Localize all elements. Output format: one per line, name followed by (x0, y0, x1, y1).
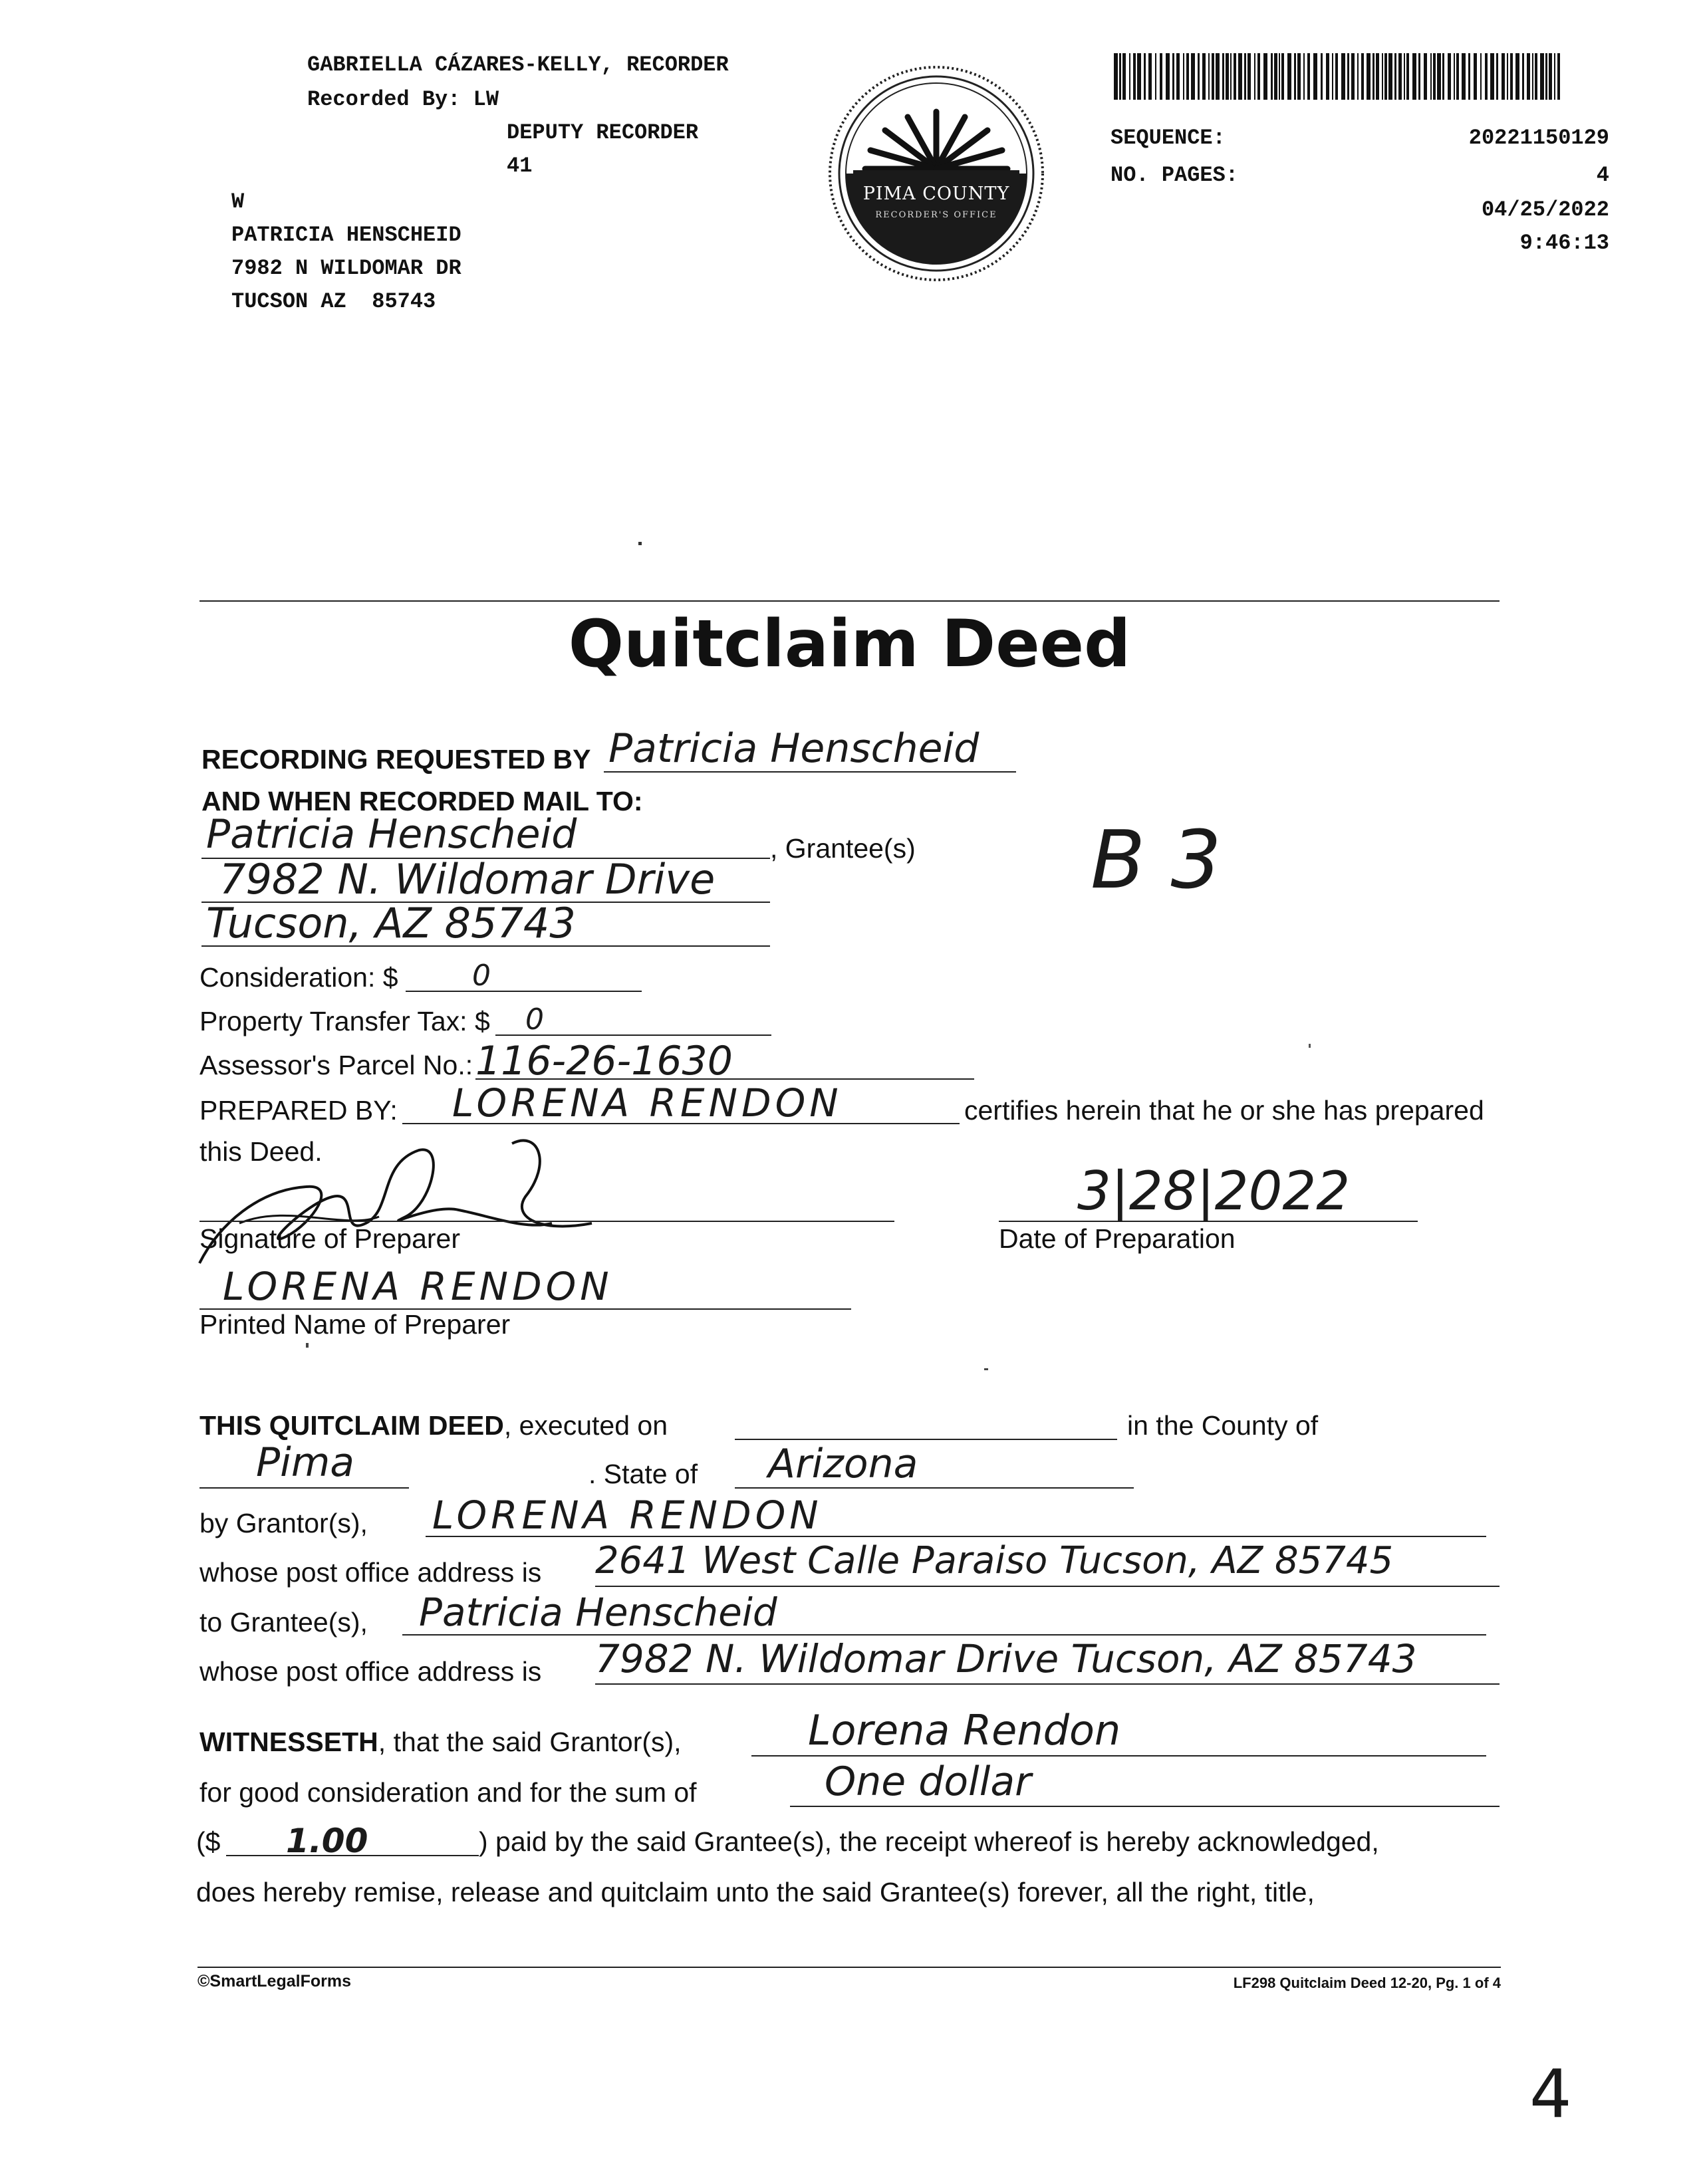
barcode-bar (1257, 53, 1260, 100)
certifies-text: certifies herein that he or she has prepared (964, 1095, 1484, 1126)
barcode-bar (1351, 53, 1355, 100)
grantee-value: Patricia Henscheid (419, 1590, 777, 1635)
barcode-bar (1406, 53, 1409, 100)
state-value: Arizona (768, 1441, 918, 1487)
pages-label: NO. PAGES: (1111, 163, 1239, 187)
barcode-bar (1216, 53, 1220, 100)
barcode-bar (1129, 53, 1130, 100)
state-label: . State of (589, 1459, 698, 1489)
county-seal (827, 64, 1046, 283)
barcode-bar (1238, 53, 1242, 100)
grantor-label: by Grantor(s), (199, 1508, 368, 1538)
barcode-bar (1515, 53, 1519, 100)
barcode-bar (1186, 53, 1189, 100)
barcode-bar (1307, 53, 1310, 100)
parcel-value: 116-26-1630 (475, 1038, 733, 1084)
barcode-bar (1496, 53, 1498, 100)
record-date: 04/25/2022 (1481, 197, 1609, 222)
recording-requested-value: Patricia Henscheid (608, 725, 980, 772)
transfer-tax-label: Property Transfer Tax: $ (199, 1006, 490, 1036)
scan-speck (306, 1343, 309, 1348)
barcode-bar (1160, 53, 1162, 100)
witnesseth-value: Lorena Rendon (808, 1706, 1121, 1755)
barcode-bar (1540, 53, 1544, 100)
witnesseth-text: , that the said Grantor(s), (378, 1727, 682, 1757)
barcode-bar (1384, 53, 1387, 100)
witnesseth-line (199, 1729, 682, 1756)
barcode-bar (1202, 53, 1206, 100)
barcode-bar (1191, 53, 1195, 100)
barcode-bar (1454, 53, 1455, 100)
seal-graphic (827, 64, 1046, 283)
barcode-bar (1294, 53, 1296, 100)
barcode-bar (1554, 53, 1555, 100)
barcode-bar (1382, 53, 1383, 100)
barcode-bar (1490, 53, 1494, 100)
footer-brand: ©SmartLegalForms (197, 1972, 351, 1991)
this-deed-text: this Deed. (199, 1136, 323, 1167)
barcode-bar (1357, 53, 1359, 100)
consideration-line (406, 991, 642, 992)
barcode (1114, 53, 1563, 100)
mail-street-value: 7982 N. Wildomar Drive (219, 855, 716, 904)
date-prep-label: Date of Preparation (999, 1223, 1236, 1254)
barcode-bar (1332, 53, 1333, 100)
barcode-bar (1462, 53, 1466, 100)
witnesseth-grantor-line (751, 1755, 1486, 1757)
sequence-label: SEQUENCE: (1111, 126, 1226, 150)
barcode-bar (1418, 53, 1420, 100)
barcode-bar (1373, 53, 1374, 100)
sequence-value: 20221150129 (1468, 126, 1609, 150)
deputy-number: 41 (507, 154, 533, 178)
barcode-bar (1313, 53, 1317, 100)
barcode-bar (1303, 53, 1305, 100)
barcode-bar (1281, 53, 1284, 100)
recording-requested-label: RECORDING REQUESTED BY (201, 744, 591, 775)
barcode-bar (1430, 53, 1432, 100)
barcode-bar (1172, 53, 1174, 100)
parcel-label: Assessor's Parcel No.: (199, 1050, 473, 1080)
barcode-bar (1347, 53, 1349, 100)
deed-title: Quitclaim Deed (568, 606, 1131, 682)
transfer-tax-value: 0 (525, 1003, 544, 1036)
grantor-address-label: whose post office address is (199, 1557, 542, 1588)
barcode-bar (1287, 53, 1291, 100)
return-name: PATRICIA HENSCHEID (231, 223, 461, 247)
scan-speck (984, 1368, 988, 1370)
barcode-bar (1341, 53, 1345, 100)
barcode-bar (1254, 53, 1255, 100)
state-line (735, 1487, 1134, 1489)
recorded-by: Recorded By: LW (307, 87, 499, 112)
barcode-bar (1522, 53, 1524, 100)
grantee-address-label: whose post office address is (199, 1656, 542, 1687)
barcode-bar (1297, 53, 1301, 100)
barcode-bar (1456, 53, 1459, 100)
barcode-bar (1335, 53, 1338, 100)
barcode-bar (1119, 53, 1121, 100)
sum-line (790, 1806, 1500, 1807)
prepared-by-label: PREPARED BY: (199, 1095, 398, 1126)
barcode-bar (1234, 53, 1236, 100)
barcode-bar (1247, 53, 1251, 100)
barcode-bar (1122, 53, 1126, 100)
barcode-bar (1208, 53, 1210, 100)
barcode-bar (1166, 53, 1170, 100)
seal-subtext: RECORDER'S OFFICE (875, 210, 997, 220)
barcode-bar (1144, 53, 1146, 100)
barcode-bar (1230, 53, 1232, 100)
mail-to-label: AND WHEN RECORDED MAIL TO: (201, 786, 643, 816)
amount-prefix: ($ (196, 1826, 221, 1857)
record-time: 9:46:13 (1519, 231, 1609, 255)
grantee-label-body: to Grantee(s), (199, 1607, 368, 1638)
consideration-label: Consideration: $ (199, 962, 398, 993)
grantee-label: , Grantee(s) (770, 833, 916, 864)
return-street: 7982 N WILDOMAR DR (231, 256, 461, 281)
barcode-bar (1176, 53, 1180, 100)
barcode-bar (1137, 53, 1141, 100)
amount-value: 1.00 (286, 1822, 368, 1860)
barcode-bar (1226, 53, 1229, 100)
barcode-bar (1271, 53, 1273, 100)
scan-speck (638, 542, 642, 545)
deputy-title: DEPUTY RECORDER (507, 120, 699, 145)
barcode-bar (1468, 53, 1470, 100)
barcode-bar (1183, 53, 1184, 100)
barcode-bar (1480, 53, 1482, 100)
barcode-bar (1263, 53, 1267, 100)
executed-line (199, 1412, 668, 1439)
barcode-bar (1535, 53, 1537, 100)
barcode-bar (1474, 53, 1477, 100)
barcode-bar (1557, 53, 1560, 100)
date-prep-value: 3|28|2022 (1077, 1160, 1351, 1222)
printed-name-value: LORENA RENDON (223, 1264, 613, 1309)
barcode-bar (1412, 53, 1416, 100)
footer-form-id: LF298 Quitclaim Deed 12-20, Pg. 1 of 4 (1233, 1975, 1501, 1991)
barcode-bar (1274, 53, 1277, 100)
county-text: in the County of (1127, 1410, 1319, 1441)
footer-rule (197, 1967, 1501, 1968)
barcode-bar (1502, 53, 1505, 100)
grantor-address-value: 2641 West Calle Paraiso Tucson, AZ 85745 (595, 1539, 1394, 1582)
barcode-bar (1114, 53, 1118, 100)
executed-label: THIS QUITCLAIM DEED (199, 1410, 504, 1441)
barcode-bar (1148, 53, 1152, 100)
grantor-value: LORENA RENDON (432, 1493, 823, 1538)
printed-name-label: Printed Name of Preparer (199, 1309, 511, 1340)
barcode-bar (1321, 53, 1323, 100)
barcode-bar (1532, 53, 1533, 100)
barcode-bar (1326, 53, 1329, 100)
county-line (199, 1487, 409, 1489)
barcode-bar (1527, 53, 1530, 100)
mail-city-value: Tucson, AZ 85743 (206, 899, 576, 947)
barcode-bar (1433, 53, 1436, 100)
margin-note: B 3 (1091, 814, 1222, 907)
title-rule (199, 600, 1500, 602)
county-value: Pima (256, 1439, 355, 1486)
barcode-bar (1198, 53, 1200, 100)
barcode-bar (1549, 53, 1552, 100)
grantor-address-line (595, 1586, 1500, 1587)
recorder-name: GABRIELLA CÁZARES-KELLY, RECORDER (307, 53, 729, 77)
body-last-line: does hereby remise, release and quitclaim unto the said Grantee(s) forever, all the right, title, (196, 1877, 1315, 1907)
consideration-value: 0 (472, 959, 491, 993)
barcode-bar (1133, 53, 1136, 100)
grantee-address-value: 7982 N. Wildomar Drive Tucson, AZ 85743 (595, 1636, 1417, 1681)
executed-date-line (735, 1439, 1117, 1440)
barcode-bar (1404, 53, 1405, 100)
barcode-bar (1376, 53, 1379, 100)
barcode-bar (1222, 53, 1224, 100)
barcode-bar (1361, 53, 1364, 100)
barcode-bar (1424, 53, 1427, 100)
signature-line (199, 1221, 894, 1222)
witnesseth-label: WITNESSETH (199, 1727, 378, 1757)
barcode-bar (1442, 53, 1444, 100)
barcode-bar (1394, 53, 1396, 100)
scan-speck (1309, 1044, 1311, 1048)
executed-text: , executed on (503, 1410, 668, 1441)
sum-label: for good consideration and for the sum of (199, 1777, 697, 1808)
barcode-bar (1155, 53, 1156, 100)
barcode-bar (1398, 53, 1402, 100)
amount-suffix: ) paid by the said Grantee(s), the receipt whereof is hereby acknowledged, (479, 1826, 1379, 1857)
mail-flag: W (231, 189, 245, 214)
barcode-bar (1545, 53, 1547, 100)
barcode-bar (1388, 53, 1392, 100)
barcode-bar (1510, 53, 1513, 100)
barcode-bar (1212, 53, 1214, 100)
barcode-bar (1437, 53, 1441, 100)
seal-county: PIMA COUNTY (862, 183, 1010, 204)
barcode-bar (1485, 53, 1488, 100)
barcode-bar (1507, 53, 1508, 100)
return-city: TUCSON AZ 85743 (231, 289, 436, 314)
barcode-graphic (1114, 53, 1563, 100)
grantee-address-line (595, 1683, 1500, 1685)
prepared-by-value: LORENA RENDON (452, 1080, 843, 1126)
barcode-bar (1367, 53, 1371, 100)
sum-value: One dollar (825, 1759, 1031, 1805)
barcode-bar (1244, 53, 1246, 100)
barcode-bar (1448, 53, 1451, 100)
barcode-bar (1279, 53, 1280, 100)
page-mark: 4 (1529, 2055, 1572, 2133)
pages-value: 4 (1596, 163, 1609, 187)
mail-name-value: Patricia Henscheid (206, 811, 577, 858)
signature-label: Signature of Preparer (199, 1223, 461, 1254)
